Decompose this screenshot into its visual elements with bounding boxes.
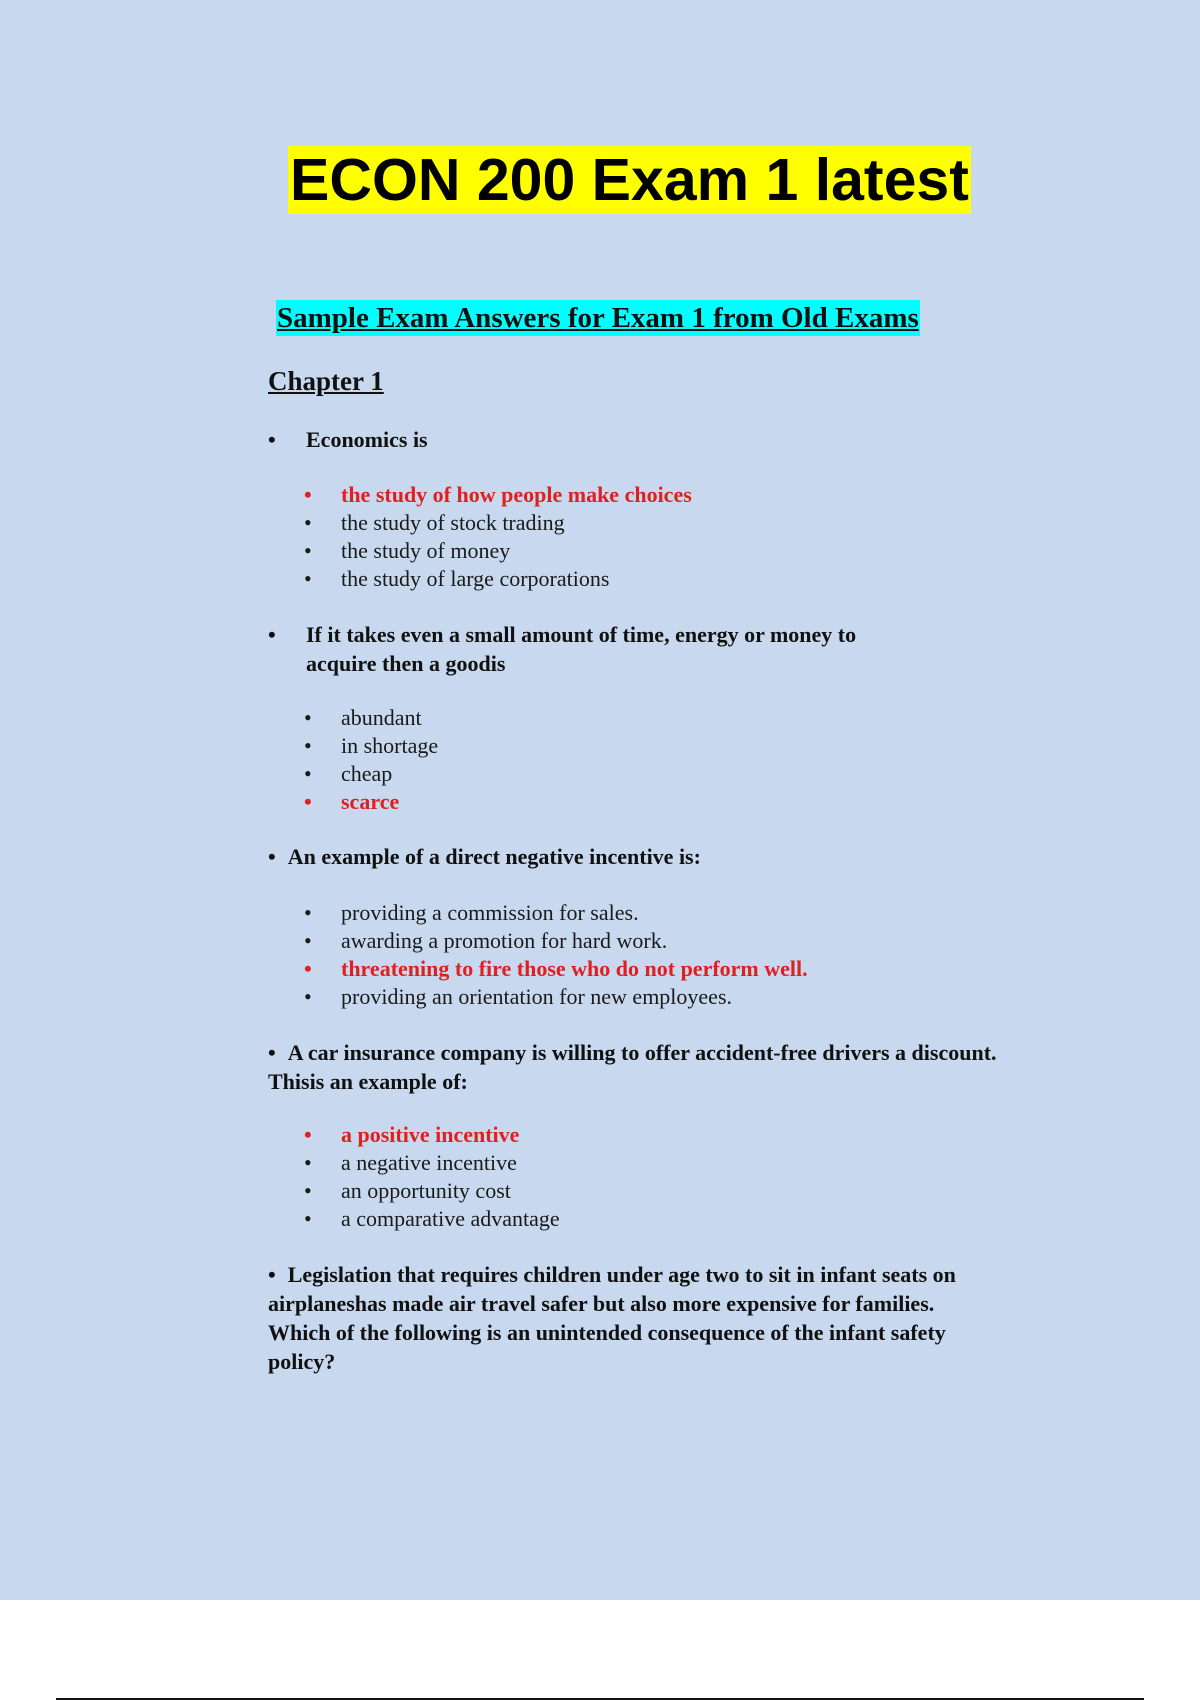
option-bullet: • [304, 566, 312, 591]
option-text: a comparative advantage [341, 1206, 560, 1231]
answer-list-1 [304, 481, 1004, 593]
question-bullet: • [268, 1040, 276, 1065]
question-1 [268, 425, 998, 454]
option-bullet: • [304, 1122, 312, 1147]
option-text: abundant [341, 705, 422, 730]
question-text: A car insurance company is willing to offer accident-free drivers a discount. Thisis an example of: [268, 1040, 997, 1094]
option-bullet: • [304, 984, 312, 1009]
option-bullet: • [304, 510, 312, 535]
option-text: the study of large corporations [341, 566, 610, 591]
answer-list-4 [304, 1121, 1004, 1233]
option-text: a negative incentive [341, 1150, 517, 1175]
answer-list-2 [304, 704, 1004, 816]
document-title: ECON 200 Exam 1 latest [290, 147, 969, 213]
chapter-heading: Chapter 1 [268, 366, 384, 396]
answer-option [304, 509, 1004, 537]
option-text: providing an orientation for new employees. [341, 984, 733, 1009]
option-text: a positive incentive [341, 1122, 520, 1147]
correct-answer-option [304, 955, 1004, 983]
option-bullet: • [304, 761, 312, 786]
answer-option [304, 1205, 1004, 1233]
answer-option [304, 983, 1004, 1011]
option-bullet: • [304, 1178, 312, 1203]
answer-list-3 [304, 899, 1004, 1011]
answer-option [304, 927, 1004, 955]
answer-option [304, 760, 1004, 788]
option-text: providing a commission for sales. [341, 900, 639, 925]
option-text: threatening to fire those who do not perform well. [341, 956, 808, 981]
answer-option [304, 704, 1004, 732]
option-text: awarding a promotion for hard work. [341, 928, 668, 953]
question-bullet: • [268, 844, 276, 869]
option-bullet: • [304, 956, 312, 981]
option-bullet: • [304, 1206, 312, 1231]
question-5 [268, 1260, 998, 1376]
option-bullet: • [304, 900, 312, 925]
question-text: If it takes even a small amount of time, energy or money to acquire then a goodis [306, 622, 857, 676]
option-text: an opportunity cost [341, 1178, 511, 1203]
option-text: scarce [341, 789, 400, 814]
question-text: Economics is [306, 427, 428, 452]
title-block [288, 146, 988, 214]
answer-option [304, 1177, 1004, 1205]
option-text: the study of how people make choices [341, 482, 692, 507]
option-text: cheap [341, 761, 393, 786]
option-text: the study of stock trading [341, 510, 565, 535]
correct-answer-option [304, 481, 1004, 509]
option-bullet: • [304, 705, 312, 730]
document-subtitle: Sample Exam Answers for Exam 1 from Old Exams [277, 302, 919, 334]
question-3 [268, 842, 998, 871]
question-4 [268, 1038, 998, 1096]
question-bullet: • [268, 622, 276, 647]
answer-option [304, 1149, 1004, 1177]
correct-answer-option [304, 1121, 1004, 1149]
question-text: An example of a direct negative incentive is: [287, 844, 701, 869]
answer-option [304, 732, 1004, 760]
option-bullet: • [304, 1150, 312, 1175]
option-text: in shortage [341, 733, 439, 758]
question-bullet: • [268, 1262, 276, 1287]
option-bullet: • [304, 733, 312, 758]
question-2 [268, 620, 998, 678]
correct-answer-option [304, 788, 1004, 816]
option-bullet: • [304, 482, 312, 507]
question-bullet: • [268, 427, 276, 452]
answer-option [304, 899, 1004, 927]
answer-option [304, 537, 1004, 565]
answer-option [304, 565, 1004, 593]
option-bullet: • [304, 789, 312, 814]
option-text: the study of money [341, 538, 511, 563]
option-bullet: • [304, 928, 312, 953]
question-text: Legislation that requires children under age two to sit in infant seats on airplaneshas made air travel safer but also more expensive for families. Which of the following is an unintended consequence of the infant safety policy? [268, 1262, 956, 1374]
option-bullet: • [304, 538, 312, 563]
subtitle-block [276, 300, 1016, 336]
